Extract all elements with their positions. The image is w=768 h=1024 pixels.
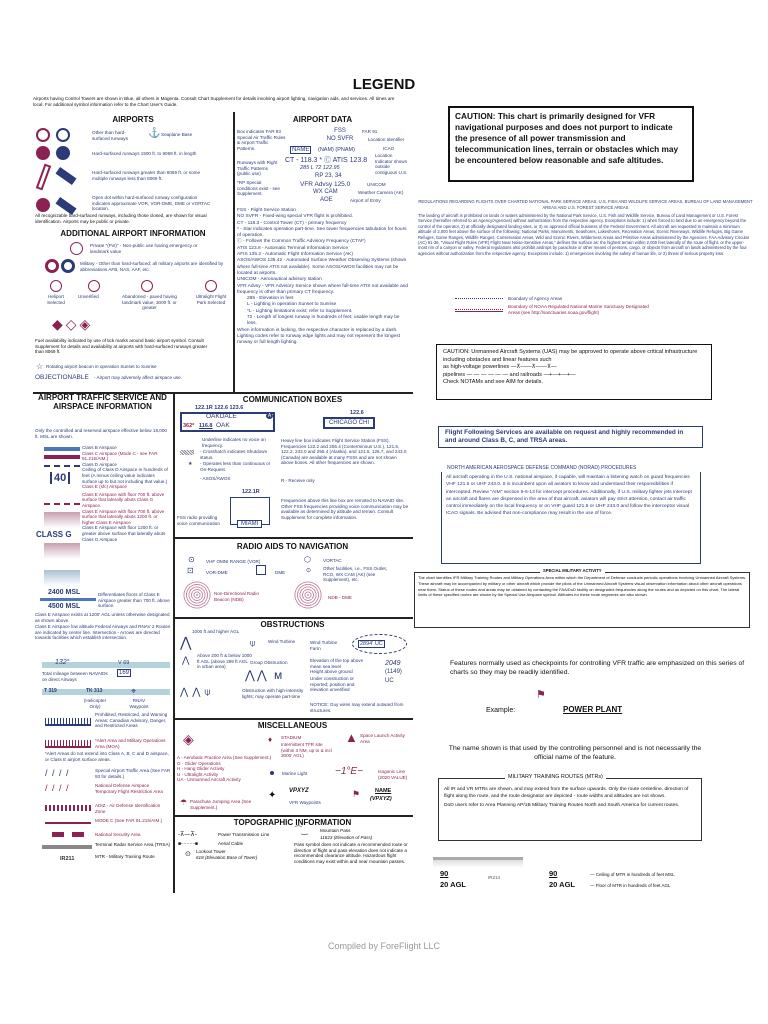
code-ua: UA - Unmanned Aircraft Activity [177, 777, 241, 783]
mileage-label: Total mileage between NAVAIDs on direct Airways [42, 671, 108, 682]
class-d-label: Class D Airspace [82, 461, 117, 467]
fuel-airport-icons: ◆◇◈ [52, 316, 94, 332]
mtr-p1: All IR and VR MTRs are shown, and may extend from the surface upwards. Only the route centerline, direction of flight along the route, and the route designator are depicted - route widths and altitudes are not shown. [444, 787, 689, 799]
misc-codes [177, 755, 277, 783]
callout-icao: ICAO [383, 146, 395, 151]
ndb-icon [182, 580, 212, 610]
tk-route-label: TK 313 [86, 688, 103, 694]
military-airport-towered-icon [61, 259, 75, 273]
farm-label: Wind Turbine Farm [310, 640, 338, 651]
oakdale-elev: 362* [183, 423, 195, 429]
comm-freqs: 122.1R 122.6 123.6 [195, 405, 244, 411]
flight-following-box: Flight Following Services are available on request and highly recommended in and around Class B, C, and TRSA areas. [438, 426, 703, 448]
height-value: (1149) [385, 669, 402, 675]
uas-railroads: and railroads [509, 371, 542, 378]
parachute-icon: ☂ [180, 798, 188, 807]
parachute-label: Parachute Jumping Area (See Supplement.) [190, 799, 252, 810]
dme-label: DME [275, 570, 286, 575]
moa-label: *Alert Area and Military Operations Area (MOA) [95, 738, 166, 749]
def: 285 - Elevation in feet [247, 296, 294, 302]
receive-note: R - Receive only [281, 478, 315, 483]
space-launch-icon: ▲ [345, 730, 358, 745]
rnav-wp-label: RNAV Waypoint [129, 698, 149, 709]
def: L - Lighting in operation Sunset to Sunrise [247, 302, 337, 308]
comm-heading: COMMUNICATION BOXES [242, 395, 343, 404]
mtr-ceiling-example: 90 [549, 869, 558, 878]
dme-icon [256, 565, 266, 575]
alert-note: *Alert Areas do not extend into Class A, B, C and D airspace, or Class E airport surface areas. [45, 751, 169, 762]
group-obstruction-icon: ⋀⋀ ᴍ [245, 668, 285, 682]
beacon-desc: Rotating airport beacon in operation Sunset to Sunrise [46, 364, 157, 369]
heliport-icon [50, 280, 62, 292]
example-label: Example: [486, 707, 516, 714]
lookout-label: Lookout Tower [196, 849, 226, 854]
other-facility-icon: ⊙ [306, 568, 312, 574]
fss-freq: 122.6 [350, 410, 364, 416]
elev-desc: Elevation of the top above mean sea level [310, 658, 364, 669]
uc-desc: Under construction or reported; position and elevation unverified [310, 676, 355, 693]
obs-high-label: 1000 ft and higher AGL [192, 629, 240, 634]
other-facility-label: Other facilities, i.e., FSS Outlet, RCO, WX CAM (AK) (see Supplement), etc. [323, 566, 388, 583]
trsa-label: Terminal Radar Service Area (TRSA) [95, 842, 171, 847]
remote-note: Frequencies above this line box are remoted to NAVAID site. Other FSS frequencies providing voice communication may be available as determined by altitude and terrain. Consult Supplement for complete information. [281, 498, 409, 520]
aerobatic-area-icon: ◈ [183, 731, 194, 747]
mtr-route-label: IR211 [60, 856, 75, 862]
rp-note: *RP Special conditions exist - see Supplement. [237, 180, 280, 197]
heli-label: (Helicopter Only) [83, 698, 107, 709]
airway-label: V 69 [118, 660, 130, 666]
stadium-icon: ♦ [268, 735, 273, 744]
class-b-label: Class B Airspace [82, 445, 117, 450]
airways-note: Class E Airspace low altitude Federal Airways and RNAV 2 Routes are indicated by center line. Intersection - Arrows are directed towards facilities which establish intersection. [35, 624, 171, 641]
mtr-label: MTR - Military Training Route [95, 854, 155, 859]
sample-name: NAME [292, 147, 310, 153]
sma-body: The chart identifies IFR Military Training Routes and Military Operations Area within which the Department of Defense conducts periodic operations involving Unmanned Aircraft Systems. These aircraft may be accompanied by military or other aircraft which provide the pilots of the Unmanned Aircraft Systems visual observation information about other aircraft operations near them. Status of these routes and areas may be obtained by contacting the FAA/DoD facility on designated frequencies along the routes and as depicted on this chart. The lateral limits of these specified routes are shown by the Special Use Airspace symbol. Altitudes for these route segments are also shown. [418, 575, 747, 598]
restricted-label: Prohibited, Restricted, and Warning Areas; Canadian Advisory, Danger, and Restricted Areas [95, 712, 168, 729]
class-d-ceiling-label: Ceiling of Class D Airspace in hundreds of feet (A minus ceiling value indicates surface up to but not including that value.) [82, 467, 168, 484]
code-g: G - Glider Operations [177, 760, 221, 766]
checkpoint-flag-icon: ⚑ [536, 689, 546, 701]
msl-desc: Differentiates floors of Class E Airspace greater than 700 ft. above surface. [98, 592, 170, 609]
sample-wxcam: WX CAM [313, 189, 338, 195]
mtr-floor-example: 20 AGL [549, 880, 575, 889]
class-e-700-shade [44, 512, 80, 528]
vp-flag-icon: ⚑ [352, 789, 361, 799]
class-e-sfc-label: Class E (sfc) Airspace [82, 484, 127, 490]
norad-heading: NORTH AMERICAN AEROSPACE DEFENSE COMMAND (NORAD) PROCEDURES [447, 465, 637, 471]
noaa-boundary-line [455, 309, 503, 312]
airport-desc: Open dot within hard-surfaced runway configuration indicates approximate VOR, VOR-DME, DME or VORTAC location. [92, 195, 211, 212]
airport-hard-icon [36, 146, 50, 160]
pass-note: Pass symbol does not indicate a recommended route or direction of flight and pass elevation does not indicate a recommended clearance altitude. Hazardous flight conditions may exist within and near mountain passes. [294, 842, 408, 864]
def: ATIS 123.8 - Automatic Terminal Information Service [237, 245, 348, 251]
example-name: POWER PLANT [563, 705, 623, 714]
def: UNICOM - Aeronautical advisory station [237, 277, 322, 283]
class-c-line [44, 455, 80, 459]
oakdale-ident: OAK [216, 422, 230, 429]
class-b-line [44, 447, 80, 451]
mtr-floor-value: 20 AGL [440, 880, 466, 889]
lighted-obstruction-icon: ⋀⋀⍦ [180, 687, 215, 698]
adiz-label: ADIZ - Air Defense Identification Zone [95, 803, 161, 814]
star-icon: ★ [188, 461, 193, 467]
nsa-symbol [52, 832, 64, 837]
def: CT - 118.3 - Control Tower (CT) - primary frequency [237, 220, 347, 226]
uas-powerlines: as high-voltage powerlines [443, 364, 510, 370]
sample-elev: 285 L 72 122.95 [300, 165, 340, 171]
callout-aoe: Airport of Entry [350, 198, 381, 203]
airport-long-runway-icon [36, 164, 51, 191]
checkpoints-text: Features normally used as checkpoints for controlling VFR traffic are emphasized on this series of charts so they may be readily identified. [450, 660, 745, 676]
obstructions-heading: OBSTRUCTIONS [260, 620, 325, 629]
class-e-700b-shade [44, 543, 80, 559]
ndbdme-label: NDB - DME [328, 595, 352, 600]
turbine-label: Wind Turbine [268, 639, 296, 644]
mtr-floor-text: Floor of MTR in hundreds of feet AGL [595, 883, 671, 888]
regs-heading: REGULATIONS REGARDING FLIGHTS OVER CHARTED NATIONAL PARK SERVICE AREAS, U.S. FISH AND WILDLIFE SERVICE AREAS, BUREAU OF LAND MANAGEMENT AREAS AND U.S. FOREST SERVICE AREAS [418, 199, 753, 210]
marine-light-icon [270, 771, 274, 775]
objectionable-desc: - Airport may adversely affect airspace use. [94, 375, 183, 380]
def: 72 - Length of longest runway in hundreds of feet; usable length may be less. [247, 315, 400, 327]
mtr-diagram [433, 857, 523, 899]
vor-icon: ⊙ [188, 555, 195, 564]
footer-credit: Compiled by ForeFlight LLC [327, 941, 441, 951]
airport-soft-icon [36, 128, 50, 142]
farm-elev-box: 2894' UC [360, 641, 383, 647]
mtr-body [444, 787, 699, 810]
agency-boundary-line [455, 298, 503, 299]
restricted-area-symbol [45, 718, 91, 726]
vor-label: VHF OMNI RANGE (VOR) [206, 559, 261, 564]
mileage-box: 169 [119, 670, 130, 676]
mtr-p2: DoD users refer to Area Planning AP/1B Military Training Routes North and South America for current routes. [444, 803, 680, 809]
uas-pipelines: pipelines [443, 371, 466, 378]
airspace-intro: Only the controlled and reserved airspace effective below 18,000 ft. MSL are shown. [35, 428, 167, 439]
class-e-sfc-line [44, 503, 80, 505]
private-airport-icon [70, 242, 83, 255]
class-e-1200-shade [44, 570, 80, 586]
callout-location-id: Location Identifier [368, 137, 405, 142]
sample-ct: CT - 118.3 * Ⓒ ATIS 123.8 [285, 157, 368, 164]
airports-heading: AIRPORTS [112, 115, 154, 124]
uc-value: UC [385, 678, 394, 684]
group-label: Group Obstruction [250, 660, 288, 665]
callout-weather-camera: Weather Camera (AK) [358, 190, 404, 195]
trsa-symbol [42, 845, 92, 849]
guy-wire-notice: NOTICE: Guy wires may extend outward from structures. [310, 702, 404, 713]
nsa-label: National Security Area [95, 832, 141, 837]
airport-desc: Hard-surfaced runways greater than 8069 ft. or some multiple runways less than 8069 ft. [92, 170, 201, 181]
anchor-icon: ⚓ [148, 128, 161, 139]
uas-notams: Check NOTAMs and see AIM for details. [443, 379, 543, 385]
military-airport-icon [45, 259, 59, 273]
vp-name: NAME [375, 788, 392, 794]
vortac-label: VORTAC [323, 558, 342, 563]
aerial-cable-icon: ■- - - - -■ [178, 841, 198, 847]
marine-label: Marine Light [282, 771, 308, 776]
modec-symbol [45, 822, 91, 824]
radio-heading: RADIO AIDS TO NAVIGATION [236, 542, 349, 551]
nda-label: National Defense Airspace Temporary Flight Restriction Area [95, 783, 163, 794]
mtr-ceiling-value: 90 [440, 869, 449, 878]
def: AFIS 135.2 - Automatic Flight Information Service (AK) [237, 252, 353, 258]
def: VFR Advsy - VFR Advisory Service shown where full-time ATIS not available and frequency is other than primary CT frequency. [237, 283, 409, 295]
vordme-icon: ⊡ [187, 566, 194, 575]
stadium-label: STADIUM [281, 735, 302, 740]
sample-nosvfr: NO SVFR [326, 136, 354, 142]
vp-label: VPXYZ [289, 788, 309, 794]
powerline-symbol: —⊼——⊼——⊼— [510, 364, 557, 370]
page-title: LEGEND [352, 76, 416, 93]
additional-heading: ADDITIONAL AIRPORT INFORMATION [60, 229, 206, 238]
airport-multi-runway-icon [56, 167, 77, 185]
abandoned-icon [141, 280, 153, 292]
sample-icao: (NAM) (PNAM) [318, 147, 355, 153]
def: Ⓒ - Follows the Common Traffic Advisory Frequency (CTAF) [237, 239, 366, 245]
sata-symbol: / / / / [45, 768, 70, 778]
name-note: The name shown is that used by the controlling personnel and is not necessarily the official name of the feature. [448, 745, 702, 761]
beacon-star-icon: ☆ [36, 362, 44, 371]
class-g-label: CLASS G [36, 530, 72, 539]
fss-box: CHICAGO CHI [323, 417, 375, 429]
def: *L - Lighting limitations exist; refer to Supplement. [247, 308, 353, 314]
mtr-ceil-desc: — Ceiling of MTR in hundreds of feet MSL [590, 872, 675, 877]
vfr-waypoint-icon: ✦ [268, 790, 277, 801]
norad-body: All aircraft operating in the U.S. national airspace, if capable, will maintain a listening watch on guard frequencies VHF 121.5 or UHF 243.0. It is incumbent upon all aviators to know and understand their responsibilities if intercepted. Review "AIM" section 5-6-13 for intercept procedures. Additionally, if U.S. military fighter jets intercept an aircraft and flares are dispensed in the area of that aircraft, aviators will pay strict attention, contact air traffic control immediately on the local frequency or on VHF guard 121.5 or UHF 243.0 and follow the interceptor visual ICAO signals. Be advised that non-compliance may result in the use of force. [446, 475, 692, 517]
heavy-box-note: Heavy line box indicates Flight Service Station (FSS). Frequencies 122.2 and 255.4 (Conterminous U.S.), 121.5, 122.2, 243.0 and 255.4 (Alaska), and 121.5, 126.7, and 243.0 (Canada) are available at many FSSs and are not shown above boxes. All other frequencies are shown. [281, 438, 407, 466]
ultralight-label: Ultralight Flight Park Selected [195, 294, 227, 305]
tfr-label: Intermittent TFR site (within 3 NM, up to & incl 3000' AGL) [281, 742, 332, 759]
mtr-heading: MILITARY TRAINING ROUTES (MTRs) [505, 774, 606, 780]
sata-label: Special Airport Traffic Area (See FAR 93 for details.) [95, 768, 171, 779]
class-c-label: Class C Airspace (Mode C - see FAR 91.215/AIM.) [82, 450, 158, 462]
nsa-symbol [72, 832, 84, 837]
pass-elev: 11823 (Elevation of Pass) [320, 835, 373, 840]
lookout-elev: 618 (Elevation Base of Tower) [196, 855, 258, 860]
def: When information is lacking, the respective character is replaced by a dash. Lighting codes refer to runway edge lights and may not represent the longest runway or full length lighting. [237, 327, 400, 346]
airport-desc: Hard-surfaced runways 1500 ft. to 8069 ft. in length [92, 151, 197, 156]
vordme-label: VOR-DME [206, 570, 228, 575]
intro-text: Airports having Control Towers are shown in Blue, all others in Magenta. Consult Chart Supplement for details involving airport lighting, navigation aids, and services. All times are local. For additional symbol information refer to the Chart User's Guide. [33, 96, 395, 107]
moa-symbol [45, 740, 91, 748]
mtr-route-id: IR214 [488, 875, 501, 880]
class-d-ceiling: 40 [50, 472, 70, 484]
code-a: A - Aerobatic Practice Area (See Supplement.) [177, 755, 272, 760]
unverified-icon [88, 280, 100, 292]
fuel-note: Fuel availability indicated by use of tick marks around basic airport symbol. Consult Supplement for details and availability at airports with hard-surfaced runways greater than 8069 ft. [35, 338, 208, 355]
def: NO SVFR - Fixed-wing special VFR flight is prohibited. [237, 214, 353, 220]
rnav-band [42, 689, 170, 695]
callout-unicom: UNICOM [367, 182, 386, 187]
radial-label: 132° [55, 659, 70, 666]
private-desc: Private "(Pvt)" - Non-public use having emergency or landmark value [90, 243, 198, 254]
boundary-label: Boundary of Agency Areas [508, 296, 563, 301]
rnav-waypoint-icon: ⌖ [131, 686, 137, 696]
adiz-symbol [45, 805, 91, 811]
fss-radio-note: FSS radio providing voice communication [177, 515, 220, 526]
underline-note: Underline indicates no voice on frequency. [202, 437, 266, 448]
class-e-note: Class E Airspace exists at 1200' AGL unless otherwise designated as shown above. [35, 612, 170, 623]
ndbdme-icon [293, 580, 323, 610]
asos-note: - ASOS/AWOS [200, 476, 231, 481]
class-d-line [44, 465, 80, 467]
elev-value: 2049 [385, 660, 401, 667]
vp-name-id: (VPXYZ) [370, 796, 392, 802]
caution-box: CAUTION: This chart is primarily designed for VFR navigational purposes and does not purport to indicate the presence of all power transmission and telecommunication lines, terrain or obstacles which may be encountered below reasonable and safe altitudes. [448, 106, 694, 182]
topo-heading: TOPOGRAPHIC INFORMATION [233, 818, 352, 827]
msl-label-2: 4500 MSL [48, 603, 81, 610]
code-h: H - Hang Glider Activity [177, 766, 225, 772]
unverified-label: Unverified [78, 294, 99, 299]
sample-aoe: AOE [320, 197, 333, 203]
msl-label-1: 2400 MSL [48, 589, 81, 596]
callout-location-indicator: Location Indicator shown outside contiguous U.S. [375, 153, 408, 175]
military-desc: Military - Other than hard-surfaced; all military airports are identified by abbreviations AFB, NAS, AAF, etc. [80, 261, 224, 272]
far93-note: Box indicates FAR 93 Special Air Traffic Rules & Airport Traffic Patterns. [237, 129, 286, 151]
remote-freq: 122.1R [242, 489, 260, 495]
class-e-1200-label: Class E Airspace with floor 1200 ft. or greater above surface that laterally abuts Class G Airspace [82, 525, 166, 542]
height-desc: Height above ground [310, 669, 353, 674]
msl-line [40, 598, 96, 601]
t-route-label: T 319 [44, 688, 57, 694]
def: * - Star indicates operation part-time. See tower frequencies tabulation for hours of operation. [237, 226, 407, 239]
ndb-label: Non-Directional Radio Beacon (NDB) [214, 591, 259, 602]
sample-fss: FSS [334, 128, 346, 134]
objectionable-label: OBJECTIONABLE [35, 374, 89, 381]
def: ASOS/AWOS 135.42 - Automated Surface Weather Observing Systems (shown where full-time ATIS not available). Some ASOS/AWOS facilities may not be located at airports. [237, 258, 407, 276]
mtr-ceil-text: Ceiling of MTR in hundreds of feet MSL [595, 872, 675, 877]
def: FSS - Flight Service Station [237, 208, 296, 213]
uas-caution-box: CAUTION: Unmanned Aircraft Systems (UAS) may be approved to operate above critical infrastructure including obstacles and linear features such as high-voltage powerlines —⊼——⊼——⊼— pipelines — — — — — — and railroads —+—+—+— Check NOTAMs and see AIM for details. [436, 344, 712, 400]
vfrwp-label: VFR Waypoints [289, 800, 321, 805]
isogonic-label: Isogonic Line (2020 VALUE) [378, 769, 408, 780]
nda-symbol: / / / / [45, 783, 70, 793]
modec-label: MODE C (See FAR 91.215/AIM.) [95, 818, 163, 823]
airport-desc: Other than hard-surfaced runways [92, 130, 129, 141]
class-e-700-label: Class E Airspace with floor 700 ft. above surface that laterally abuts Class G Airspace. [82, 491, 165, 508]
oakdale-freq: 116.8 [199, 423, 213, 429]
noaa-label: Boundary of NOAA Regulated National Marine Sanctuary Designated Areas (see http://sanctuaries.noaa.gov/flight) [508, 304, 649, 315]
oakdale-name: OAKDALE [206, 413, 237, 420]
regs-body: The landing of aircraft is prohibited on lands or waters administered by the National Park Service, U.S. Fish and Wildlife Service, Bureau of Land Management or U.S. Forest Service (hereafter referred to as Agency/Agencies) without authorization from the respective agency. Exceptions include: 1) when forced to land due to an emergency beyond the control of the operator, 2) at officially designated landing sites, or 3) on approved official business of the Federal Government. All aircraft are requested to maintain a minimum altitude of 2,000 feet above the surface of the following: National Parks, Monuments, Seashores, Lakeshores, Recreation Areas, Scenic Riverways, Wildlife Refuges, Big Game Refuges, Game Ranges, Wildlife Ranges, Conservation Areas, Wild and Scenic Rivers, Wilderness Areas and Primitive Areas administered by the Agencies. FAA Advisory Circular (AC) 91-36, "Visual Flight Rules (VFR) Flight Near Noise-Sensitive Areas," defines the surface as: the highest terrain within 2,000 feet laterally of the route of flight, or the upper-most rim of a canyon or valley. Federal regulations also prohibit airdrops by parachute or other means of persons, cargo, or objects from aircraft on lands administered by the four agencies without authorization from the respective agency. Exceptions include: 1) emergencies involving the safety of human life, or 2) threat of serious property loss. [418, 213, 750, 256]
mtr-floor-desc: — Floor of MTR in hundreds of feet AGL [590, 883, 671, 888]
class-e-700b-label: Class E Airspace with floor 700 ft. above surface that laterally abuts 1200 ft. or higher Class E Airspace [82, 508, 165, 525]
lights-label: Obstruction with high-intensity lights; may operate part-time [242, 688, 304, 699]
airport-data-heading: AIRPORT DATA [292, 115, 353, 124]
seaplane-label: Seaplane Base [161, 132, 193, 137]
pass-label: Mountain Pass [320, 828, 351, 833]
airport-hard-towered-icon [56, 146, 70, 160]
crosshatch-note: - Crosshatch indicates Shutdown status. [200, 449, 268, 460]
sample-vfr: VFR Advsy 125.0 [300, 181, 351, 188]
sample-rp: RP 23, 34 [315, 173, 342, 179]
abandoned-label: Abandoned - paved having landmark value, 3000 ft. or greater [122, 294, 177, 311]
airport-note: All recognizable hard-surfaced runways, including those closed, are shown for visual identification. Airports may be public or private. [35, 213, 207, 224]
airport-data-defs [237, 208, 409, 347]
vortac-icon: ⬡ [304, 555, 311, 564]
airport-soft-towered-icon [56, 128, 70, 142]
star-note: - Operates less than continuous or On-Request. [200, 461, 271, 472]
isogonic-symbol: −1°E− [335, 766, 363, 777]
lookout-tower-icon: ⊙ [185, 851, 191, 858]
misc-heading: MISCELLANEOUS [257, 721, 328, 730]
cable-label: Aerial Cable [218, 841, 244, 846]
uas-text: CAUTION: Unmanned Aircraft Systems (UAS) may be approved to operate above critical infrastructure including obstacles and linear features such [443, 349, 698, 363]
heliport-label: Heliport Selected [47, 294, 65, 305]
power-line-icon: -⊼—⊼- [178, 832, 197, 838]
space-label: Space Launch Activity Area [360, 733, 405, 744]
crosshatch-icon [180, 450, 194, 455]
mountain-pass-icon: ⁀‿ [295, 826, 308, 835]
wind-turbine-icon: ⍦ [250, 638, 256, 648]
code-u: U - Ultralight Activity [177, 771, 219, 777]
airport-vor-icon [36, 198, 50, 212]
sma-heading: SPECIAL MILITARY ACTIVITY [540, 568, 605, 573]
obstruction-low-icon: ⋀ [182, 655, 190, 665]
miami-box: MIAMI [237, 520, 262, 528]
right-traffic-note: Runways with Right Traffic Patterns (public use) [237, 160, 278, 177]
power-label: Power Transmission Line [218, 832, 270, 837]
asos-icon: A [267, 413, 272, 419]
callout-far91: FAR 91 [362, 129, 378, 134]
ultralight-icon [205, 280, 217, 292]
airspace-heading: AIRPORT TRAFFIC SERVICE AND AIRSPACE INFORMATION [38, 393, 167, 411]
obstruction-high-icon: ⋀ [180, 634, 192, 650]
obs-low-label: Above 200 ft & below 1000 ft AGL (above 299 ft AGL in urban area) [197, 653, 252, 670]
